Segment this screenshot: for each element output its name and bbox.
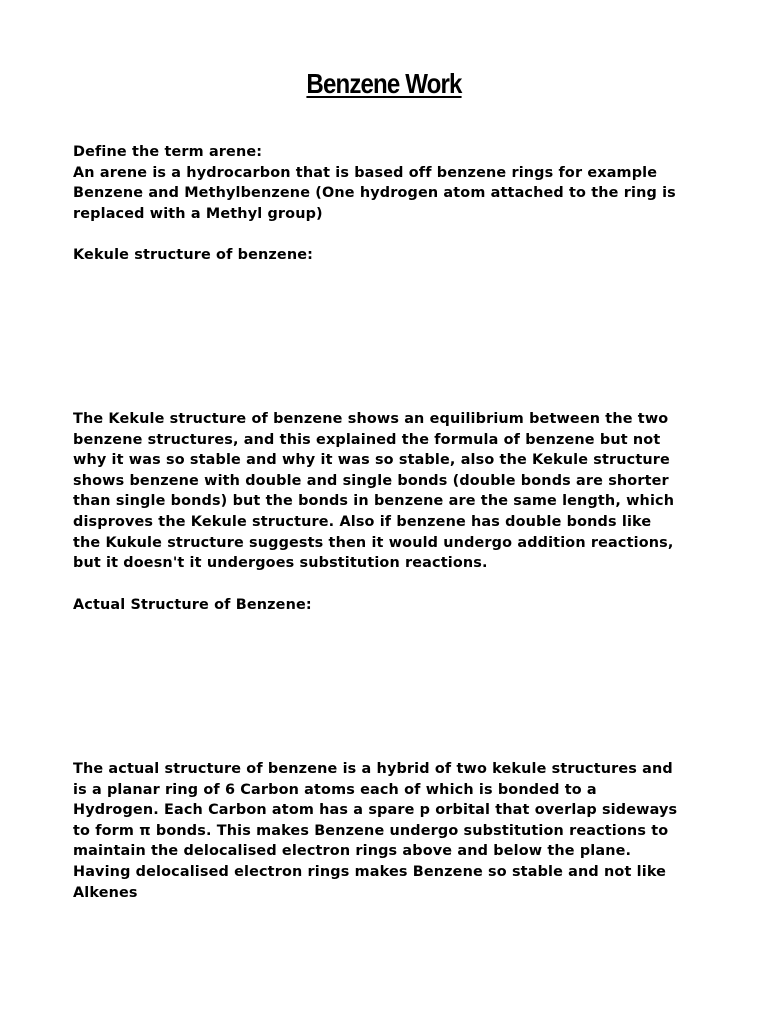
actual-line: is a planar ring of 6 Carbon atoms each of which is bonded to a — [73, 781, 597, 798]
kekule-section — [73, 409, 713, 574]
kekule-line: why it was so stable and why it was so stable, also the Kekule structure — [73, 452, 670, 469]
kekule-heading-block — [73, 245, 713, 266]
arene-heading: Define the term arene: — [73, 144, 263, 160]
kekule-line: disproves the Kekule structure. Also if benzene has double bonds like — [73, 513, 652, 530]
actual-line: to form π bonds. This makes Benzene undergo substitution reactions to — [73, 822, 669, 839]
actual-heading: Actual Structure of Benzene: — [73, 597, 312, 613]
actual-line: Hydrogen. Each Carbon atom has a spare p orbital that overlap sideways — [73, 802, 678, 819]
arene-line: replaced with a Methyl group) — [73, 205, 323, 222]
actual-section — [73, 759, 713, 903]
actual-diagram-space — [73, 620, 693, 755]
arene-line: Benzene and Methylbenzene (One hydrogen atom attached to the ring is — [73, 185, 676, 202]
kekule-line: but it doesn't it undergoes substitution reactions. — [73, 555, 488, 572]
kekule-line: the Kukule structure suggests then it would undergo addition reactions, — [73, 534, 674, 551]
kekule-line: The Kekule structure of benzene shows an equilibrium between the two — [73, 411, 669, 427]
kekule-line: than single bonds) but the bonds in benzene are the same length, which — [73, 493, 675, 510]
kekule-line: benzene structures, and this explained the formula of benzene but not — [73, 431, 661, 448]
actual-heading-block — [73, 595, 713, 616]
kekule-heading: Kekule structure of benzene: — [73, 247, 314, 263]
arene-section — [73, 142, 713, 224]
arene-line: An arene is a hydrocarbon that is based off benzene rings for example — [73, 164, 658, 181]
actual-line: The actual structure of benzene is a hybrid of two kekule structures and — [73, 761, 673, 777]
kekule-line: shows benzene with double and single bonds (double bonds are shorter — [73, 472, 669, 489]
kekule-diagram-space — [73, 270, 693, 405]
actual-line: maintain the delocalised electron rings above and below the plane. — [73, 843, 632, 860]
actual-line: Having delocalised electron rings makes Benzene so stable and not like — [73, 863, 667, 880]
document-title: Benzene Work — [306, 68, 462, 99]
actual-line: Alkenes — [73, 884, 138, 901]
